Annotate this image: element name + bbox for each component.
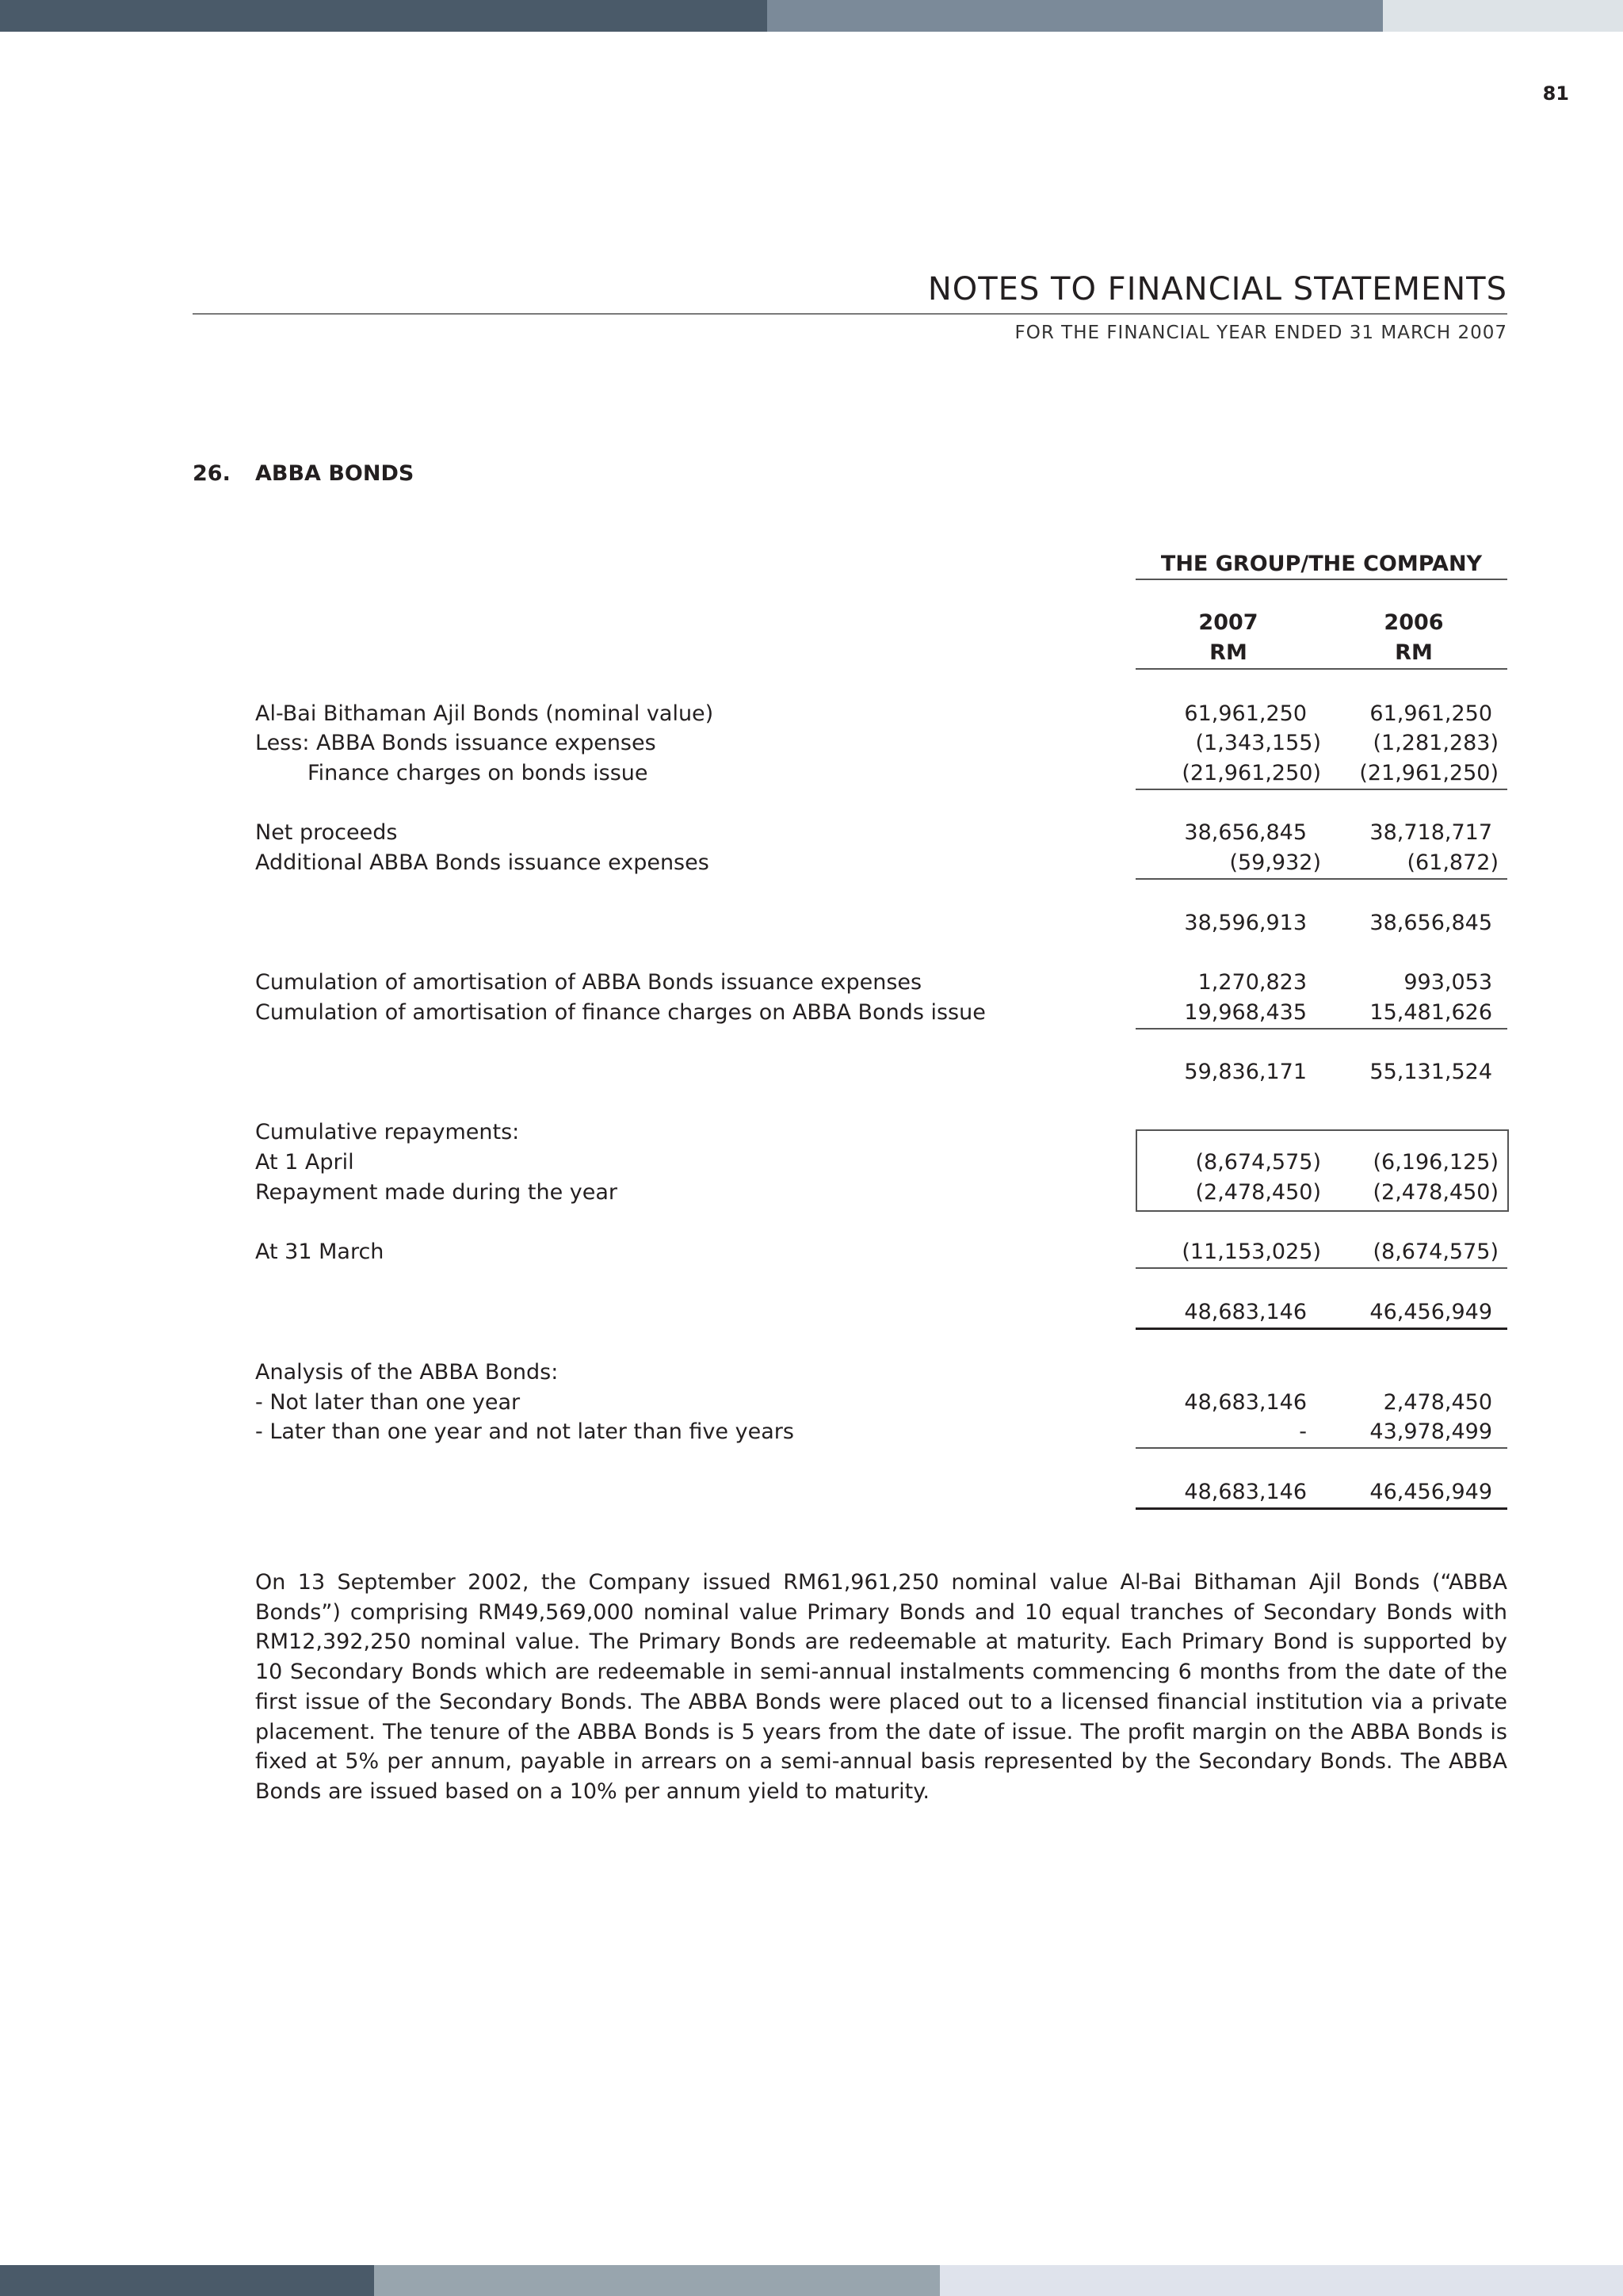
table-row [0, 1417, 1623, 1447]
row-label: At 31 March [255, 1240, 384, 1264]
row-label: Analysis of the ABBA Bonds: [255, 1360, 559, 1385]
explanatory-paragraph: On 13 September 2002, the Company issued RM61,961,250 nominal value Al-Bai Bithaman Ajil Bonds (“ABBA Bonds”) comprising RM49,569,000 nominal value Primary Bonds and 10 equal tranches of Secondary Bonds with RM12,392,250 nominal value. The Primary Bonds are redeemable at maturity. Each Primary Bond is supported by 10 Secondary Bonds which are redeemable in semi-annual instalments commencing 6 months from the date of the first issue of the Secondary Bonds. The ABBA Bonds were placed out to a licensed financial institution via a private placement. The tenure of the ABBA Bonds is 5 years from the date of issue. The profit margin on the ABBA Bonds is fixed at 5% per annum, payable in arrears on a semi-annual basis represented by the Secondary Bonds. The ABBA Bonds are issued based on a 10% per annum yield to maturity. [255, 1570, 1507, 1804]
row-label: Additional ABBA Bonds issuance expenses [255, 850, 709, 875]
total-rule [1136, 1328, 1507, 1330]
value-2007: 59,836,171 [1184, 1060, 1307, 1084]
subtotal-rule [1136, 1028, 1507, 1030]
value-2007: 38,656,845 [1184, 820, 1307, 845]
value-2007: (21,961,250) [1182, 761, 1321, 785]
value-2006: 38,718,717 [1369, 820, 1492, 845]
row-label: Net proceeds [255, 820, 398, 845]
subtotal-rule [1136, 878, 1507, 880]
table-row [0, 1148, 1623, 1178]
value-2007: 48,683,146 [1184, 1300, 1307, 1324]
value-2007: 38,596,913 [1184, 911, 1307, 935]
header-divider [193, 313, 1507, 315]
column-unit-2006: RM [1395, 640, 1433, 665]
table-row [0, 1297, 1623, 1328]
value-2006: 43,978,499 [1369, 1419, 1492, 1444]
value-2006: (61,872) [1407, 850, 1499, 875]
group-heading-rule [1136, 579, 1507, 580]
value-2006: 61,961,250 [1369, 701, 1492, 726]
table-row [0, 1388, 1623, 1418]
table-row [0, 998, 1623, 1028]
subtotal-rule [1136, 1447, 1507, 1449]
row-label: Al-Bai Bithaman Ajil Bonds (nominal value) [255, 701, 714, 726]
row-label: - Later than one year and not later than five years [255, 1419, 794, 1444]
note-title: ABBA BONDS [255, 461, 414, 486]
value-2006: 993,053 [1403, 970, 1492, 995]
row-label: At 1 April [255, 1150, 354, 1175]
top-decorative-bar [0, 0, 1623, 32]
value-2006: 46,456,949 [1369, 1480, 1492, 1504]
page-title: NOTES TO FINANCIAL STATEMENTS [927, 271, 1507, 308]
table-row [0, 728, 1623, 758]
value-2007: (1,343,155) [1195, 731, 1321, 755]
total-rule [1136, 1507, 1507, 1510]
row-label: Cumulation of amortisation of ABBA Bonds issuance expenses [255, 970, 922, 995]
row-label: Repayment made during the year [255, 1180, 618, 1205]
table-row [0, 848, 1623, 878]
table-row [0, 758, 1623, 789]
row-label: Cumulation of amortisation of finance charges on ABBA Bonds issue [255, 1000, 986, 1025]
value-2006: 46,456,949 [1369, 1300, 1492, 1324]
subtotal-rule [1136, 789, 1507, 790]
table-row [0, 908, 1623, 938]
table-row [0, 1057, 1623, 1087]
value-2007: 48,683,146 [1184, 1390, 1307, 1415]
value-2006: 38,656,845 [1369, 911, 1492, 935]
page-subtitle: FOR THE FINANCIAL YEAR ENDED 31 MARCH 2007 [1014, 323, 1507, 343]
column-year-2007: 2007 [1198, 610, 1258, 635]
value-2007: (2,478,450) [1195, 1180, 1321, 1205]
table-row [0, 1358, 1623, 1388]
value-2007: 19,968,435 [1184, 1000, 1307, 1025]
table-group-heading: THE GROUP/THE COMPANY [1160, 552, 1483, 576]
row-label: Finance charges on bonds issue [307, 761, 648, 785]
value-2006: 55,131,524 [1369, 1060, 1492, 1084]
table-row [0, 699, 1623, 729]
column-unit-2007: RM [1209, 640, 1247, 665]
table-row [0, 968, 1623, 998]
value-2006: 15,481,626 [1369, 1000, 1492, 1025]
value-2006: (8,674,575) [1373, 1240, 1499, 1264]
value-2007: 48,683,146 [1184, 1480, 1307, 1504]
bottom-decorative-bar [0, 2265, 1623, 2296]
value-2007: 61,961,250 [1184, 701, 1307, 726]
row-label: Less: ABBA Bonds issuance expenses [255, 731, 656, 755]
value-2006: (2,478,450) [1373, 1180, 1499, 1205]
value-2007: 1,270,823 [1197, 970, 1307, 995]
note-number: 26. [193, 461, 231, 486]
subtotal-rule [1136, 1267, 1507, 1269]
page-number: 81 [1542, 82, 1569, 105]
value-2007: - [1299, 1419, 1307, 1444]
column-year-2006: 2006 [1384, 610, 1444, 635]
value-2007: (8,674,575) [1195, 1150, 1321, 1175]
table-row [0, 1237, 1623, 1267]
value-2007: (11,153,025) [1182, 1240, 1321, 1264]
table-row [0, 818, 1623, 848]
value-2006: 2,478,450 [1383, 1390, 1492, 1415]
column-heading-rule [1136, 668, 1507, 670]
table-row [0, 1178, 1623, 1208]
row-label: Cumulative repayments: [255, 1120, 520, 1144]
value-2006: (6,196,125) [1373, 1150, 1499, 1175]
value-2006: (1,281,283) [1373, 731, 1499, 755]
row-label: - Not later than one year [255, 1390, 521, 1415]
value-2007: (59,932) [1229, 850, 1321, 875]
table-row [0, 1477, 1623, 1507]
value-2006: (21,961,250) [1359, 761, 1499, 785]
